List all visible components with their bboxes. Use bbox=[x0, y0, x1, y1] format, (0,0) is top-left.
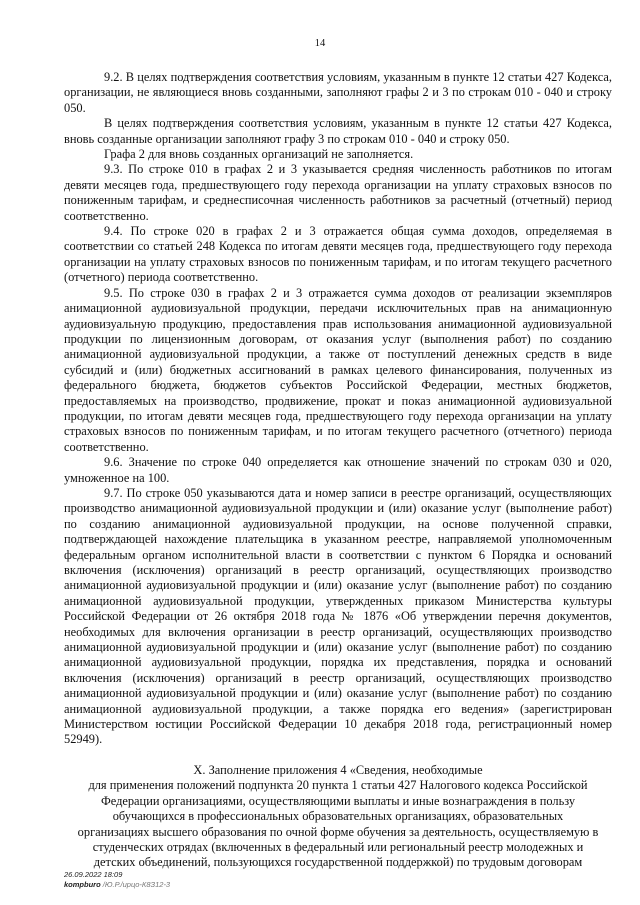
section-heading-line: для применения положений подпункта 20 пункта 1 статьи 427 Налогового кодекса Российской bbox=[88, 778, 588, 793]
section-heading-line: Федерации организациями, осуществляющими выплаты и иные вознаграждения в пользу bbox=[100, 793, 576, 808]
section-heading-line: X. Заполнение приложения 4 «Сведения, необходимые bbox=[193, 762, 483, 777]
print-footer bbox=[64, 870, 170, 890]
paragraph-column-2: Графа 2 для вновь созданных организаций не заполняется. bbox=[104, 147, 414, 162]
section-heading-line: организациях высшего образования по очной форме обучения за деятельность, осуществляемую в bbox=[77, 824, 599, 839]
section-heading-line: детских объединений, пользующихся государственной поддержкой) по трудовым договорам bbox=[93, 855, 583, 870]
section-heading-line: студенческих отрядах (включенных в федеральный или региональный реестр молодежных и bbox=[92, 839, 584, 854]
section-heading-line: обучающихся в профессиональных образовательных организациях, образовательных bbox=[112, 809, 564, 824]
paragraph-9-3: 9.3. По строке 010 в графах 2 и 3 указывается средняя численность работников по итогам девяти месяцев года, предшествующего году перехода организации на уплату страховых взносов по пониженным тарифам, и среднесписочная численность работников за расчетный (отчетный) период соответственно. bbox=[64, 162, 612, 223]
paragraph-9-2: 9.2. В целях подтверждения соответствия условиям, указанным в пункте 12 статьи 427 Кодекса, организации, не являющиеся вновь созданными, заполняют графы 2 и 3 по строкам 010 - 040 и строку 050. bbox=[64, 70, 612, 115]
print-timestamp: 26.09.2022 18:09 bbox=[64, 870, 123, 879]
document-code: /Ю.Р./ирцо-К8З12-3 bbox=[102, 880, 171, 889]
paragraph-9-7: 9.7. По строке 050 указываются дата и номер записи в реестре организаций, осуществляющих производство анимационной аудиовизуальной продукции и (или) оказание услуг (выполнение работ) по созданию анимационной аудиовизуальной продукции, на основе полученной справки, подтверждающей нахождение плательщика в указанном реестре, направляемой уполномоченным федеральным органом исполнительной власти в соответствии с пунктом 6 Порядка и оснований включения (исключения) организаций в реестр организаций, осуществляющих производство анимационной аудиовизуальной продукции и (или) оказание услуг (выполнение работ) по созданию анимационной аудиовизуальной продукции, утвержденных приказом Министерства культуры Российской Федерации от 26 октября 2018 года № 1876 «Об утверждении перечня документов, необходимых для включения организации в реестр организаций, осуществляющих производство анимационной аудиовизуальной продукции и (или) оказание услуг (выполнение работ) по созданию анимационной аудиовизуальной продукции, порядка их представления, порядка и оснований включения (исключения) организаций в реестр организаций, осуществляющих производство анимационной аудиовизуальной продукции и (или) оказание услуг (выполнение работ) по созданию анимационной аудиовизуальной продукции, а также порядка его ведения» (зарегистрирован Министерством юстиции Российской Федерации 10 декабря 2018 года, регистрационный номер 52949). bbox=[64, 485, 612, 747]
paragraph-9-4: 9.4. По строке 020 в графах 2 и 3 отражается общая сумма доходов, определяемая в соответствии со статьей 248 Кодекса по итогам девяти месяцев года, предшествующего году перехода организации на уплату страховых взносов по пониженным тарифам, и по итогам текущего расчетного (отчетного) периода соответственно. bbox=[64, 224, 612, 285]
page-number: 14 bbox=[314, 38, 326, 49]
print-source bbox=[64, 880, 170, 890]
paragraph-new-orgs: В целях подтверждения соответствия условиям, указанным в пункте 12 статьи 427 Кодекса, вновь созданные организации заполняют графу 3 по строкам 010 - 040 и строку 050. bbox=[64, 116, 612, 146]
document-body bbox=[64, 70, 612, 871]
paragraph-9-5: 9.5. По строке 030 в графах 2 и 3 отражается сумма доходов от реализации экземпляров анимационной аудиовизуальной продукции, передачи исключительных прав на анимационную аудиовизуальную продукцию, предоставления прав использования анимационной аудиовизуальной продукции по лицензионным договорам, от оказания услуг (выполнения работ) по созданию анимационной аудиовизуальной продукции, а также от поступлений денежных средств в виде субсидий и (или) бюджетных ассигнований в рамках целевого финансирования, полученных из федерального бюджета, бюджетов субъектов Российской Федерации, местных бюджетов, предоставляемых на производство, продвижение, прокат и показ анимационной аудиовизуальной продукции, по итогам девяти месяцев года, предшествующего году перехода организации на уплату страховых взносов по пониженным тарифам, и по итогам текущего расчетного (отчетного) периода соответственно. bbox=[64, 285, 612, 454]
paragraph-9-6: 9.6. Значение по строке 040 определяется как отношение значений по строкам 030 и 020, умноженное на 100. bbox=[64, 455, 612, 485]
brand-label: kompburo bbox=[64, 880, 101, 889]
section-heading bbox=[64, 763, 612, 871]
